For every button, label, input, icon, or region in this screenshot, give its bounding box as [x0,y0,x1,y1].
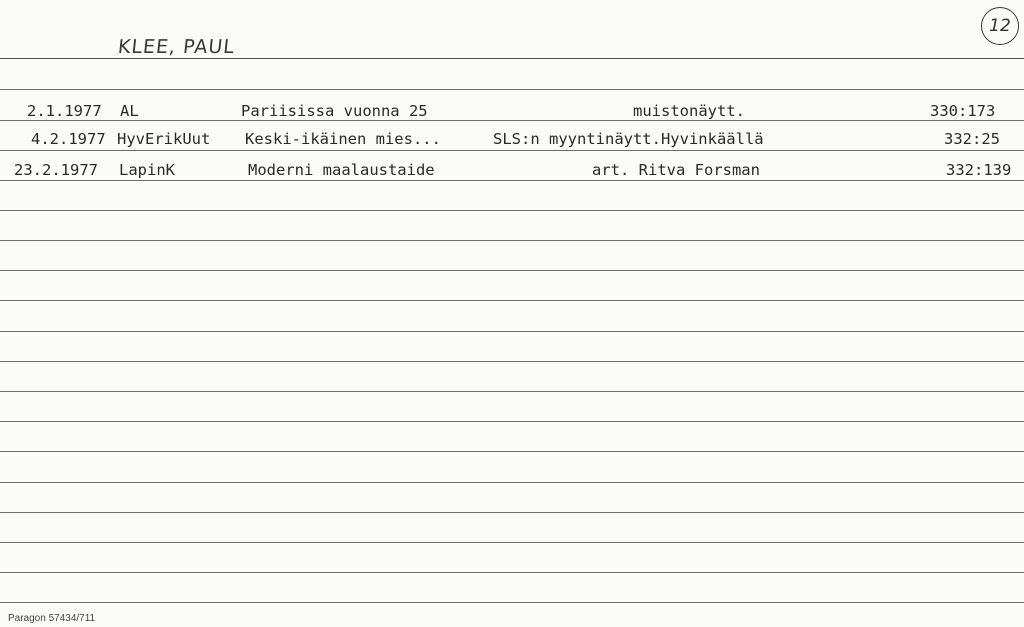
entry-date: 4.2.1977 [31,130,106,148]
ruled-line [0,89,1024,90]
ruled-line [0,210,1024,211]
entry-date: 2.1.1977 [27,102,102,120]
entry-source: HyvErikUut [117,130,211,148]
entry-source: LapinK [119,161,175,179]
entry-ref: 332:25 [944,130,1000,148]
ruled-line [0,421,1024,422]
card-heading: KLEE, PAUL [116,36,237,58]
ruled-line [0,482,1024,483]
card-number-circle [981,7,1019,45]
card-number: 12 [989,16,1011,36]
entry-date: 23.2.1977 [14,161,98,179]
ruled-line [0,512,1024,513]
header-rule [0,58,1024,59]
ruled-line [0,270,1024,271]
ruled-line [0,361,1024,362]
ruled-line [0,602,1024,603]
ruled-line [0,451,1024,452]
entry-source: AL [120,102,139,120]
entry-row [0,129,1024,153]
ruled-line [0,331,1024,332]
ruled-line [0,240,1024,241]
entry-ref: 330:173 [930,102,996,120]
entry-note: SLS:n myyntinäytt.Hyvinkäällä [493,130,764,148]
ruled-line [0,391,1024,392]
entry-title: Keski-ikäinen mies... [245,130,441,148]
card-footer: Paragon 57434/711 [8,613,96,624]
ruled-line [0,572,1024,573]
entry-title: Pariisissa vuonna 25 [241,102,428,120]
ruled-line [0,542,1024,543]
entry-row [0,101,1024,125]
entry-note: art. Ritva Forsman [592,161,760,179]
ruled-line [0,300,1024,301]
entry-note: muistonäytt. [633,102,745,120]
entry-title: Moderni maalaustaide [248,161,435,179]
entry-row [0,160,1024,184]
entry-ref: 332:139 [946,161,1012,179]
